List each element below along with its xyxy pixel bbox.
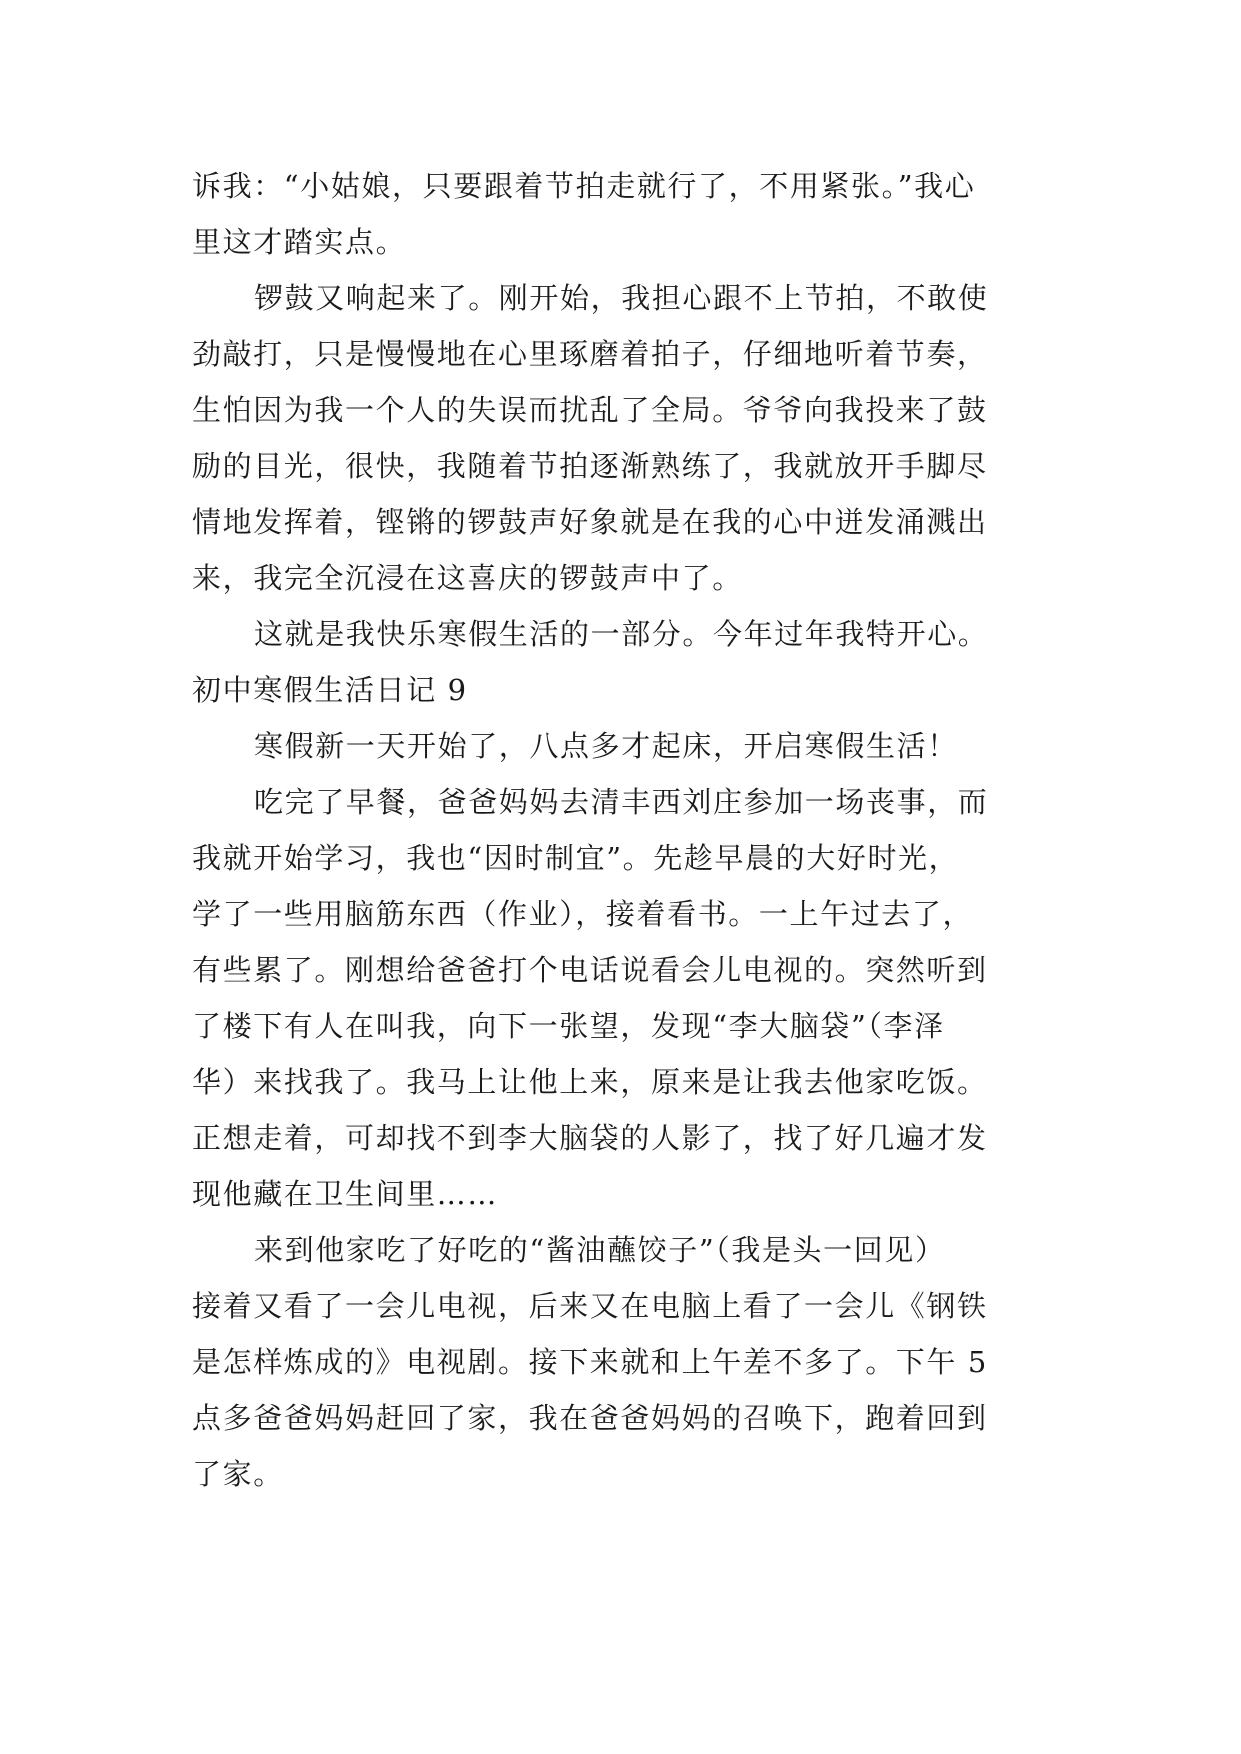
text-line: 正想走着，可却找不到李大脑袋的人影了，找了好几遍才发 [192, 1121, 988, 1155]
text-line: 了楼下有人在叫我，向下一张望，发现“李大脑袋”（李泽 [192, 1009, 945, 1043]
text-line: 励的目光，很快，我随着节拍逐渐熟练了，我就放开手脚尽 [192, 449, 988, 483]
text-line: 情地发挥着，铿锵的锣鼓声好象就是在我的心中迸发涌溅出 [192, 505, 988, 539]
text-line: 这就是我快乐寒假生活的一部分。今年过年我特开心。 [254, 617, 989, 651]
text-line: 点多爸爸妈妈赶回了家，我在爸爸妈妈的召唤下，跑着回到 [192, 1401, 988, 1435]
text-line: 来，我完全沉浸在这喜庆的锣鼓声中了。 [192, 561, 743, 595]
text-line: 了家。 [192, 1457, 284, 1491]
text-line: 锣鼓又响起来了。刚开始，我担心跟不上节拍，不敢使 [254, 281, 989, 315]
text-line: 华）来找我了。我马上让他上来，原来是让我去他家吃饭。 [192, 1065, 988, 1099]
text-line: 寒假新一天开始了，八点多才起床，开启寒假生活！ [254, 729, 958, 763]
text-line: 我就开始学习，我也“因时制宜”。先趁早晨的大好时光， [192, 841, 960, 875]
text-line: 生怕因为我一个人的失误而扰乱了全局。爷爷向我投来了鼓 [192, 393, 988, 427]
text-line: 学了一些用脑筋东西（作业），接着看书。一上午过去了， [192, 897, 974, 931]
section-heading: 初中寒假生活日记 9 [192, 673, 468, 707]
text-line: 劲敲打，只是慢慢地在心里琢磨着拍子，仔细地听着节奏， [192, 337, 988, 371]
document-body [192, 158, 1072, 1502]
text-line: 吃完了早餐，爸爸妈妈去清丰西刘庄参加一场丧事，而 [254, 785, 989, 819]
text-line: 现他藏在卫生间里…… [192, 1177, 499, 1211]
text-line: 接着又看了一会儿电视，后来又在电脑上看了一会儿《钢铁 [192, 1289, 988, 1323]
text-line: 诉我：“小姑娘，只要跟着节拍走就行了，不用紧张。”我心 [192, 169, 976, 203]
text-line: 里这才踏实点。 [192, 225, 407, 259]
text-line: 有些累了。刚想给爸爸打个电话说看会儿电视的。突然听到 [192, 953, 988, 987]
text-line: 来到他家吃了好吃的“酱油蘸饺子”（我是头一回见） [254, 1233, 946, 1267]
text-line: 是怎样炼成的》电视剧。接下来就和上午差不多了。下午 5 [192, 1345, 988, 1379]
